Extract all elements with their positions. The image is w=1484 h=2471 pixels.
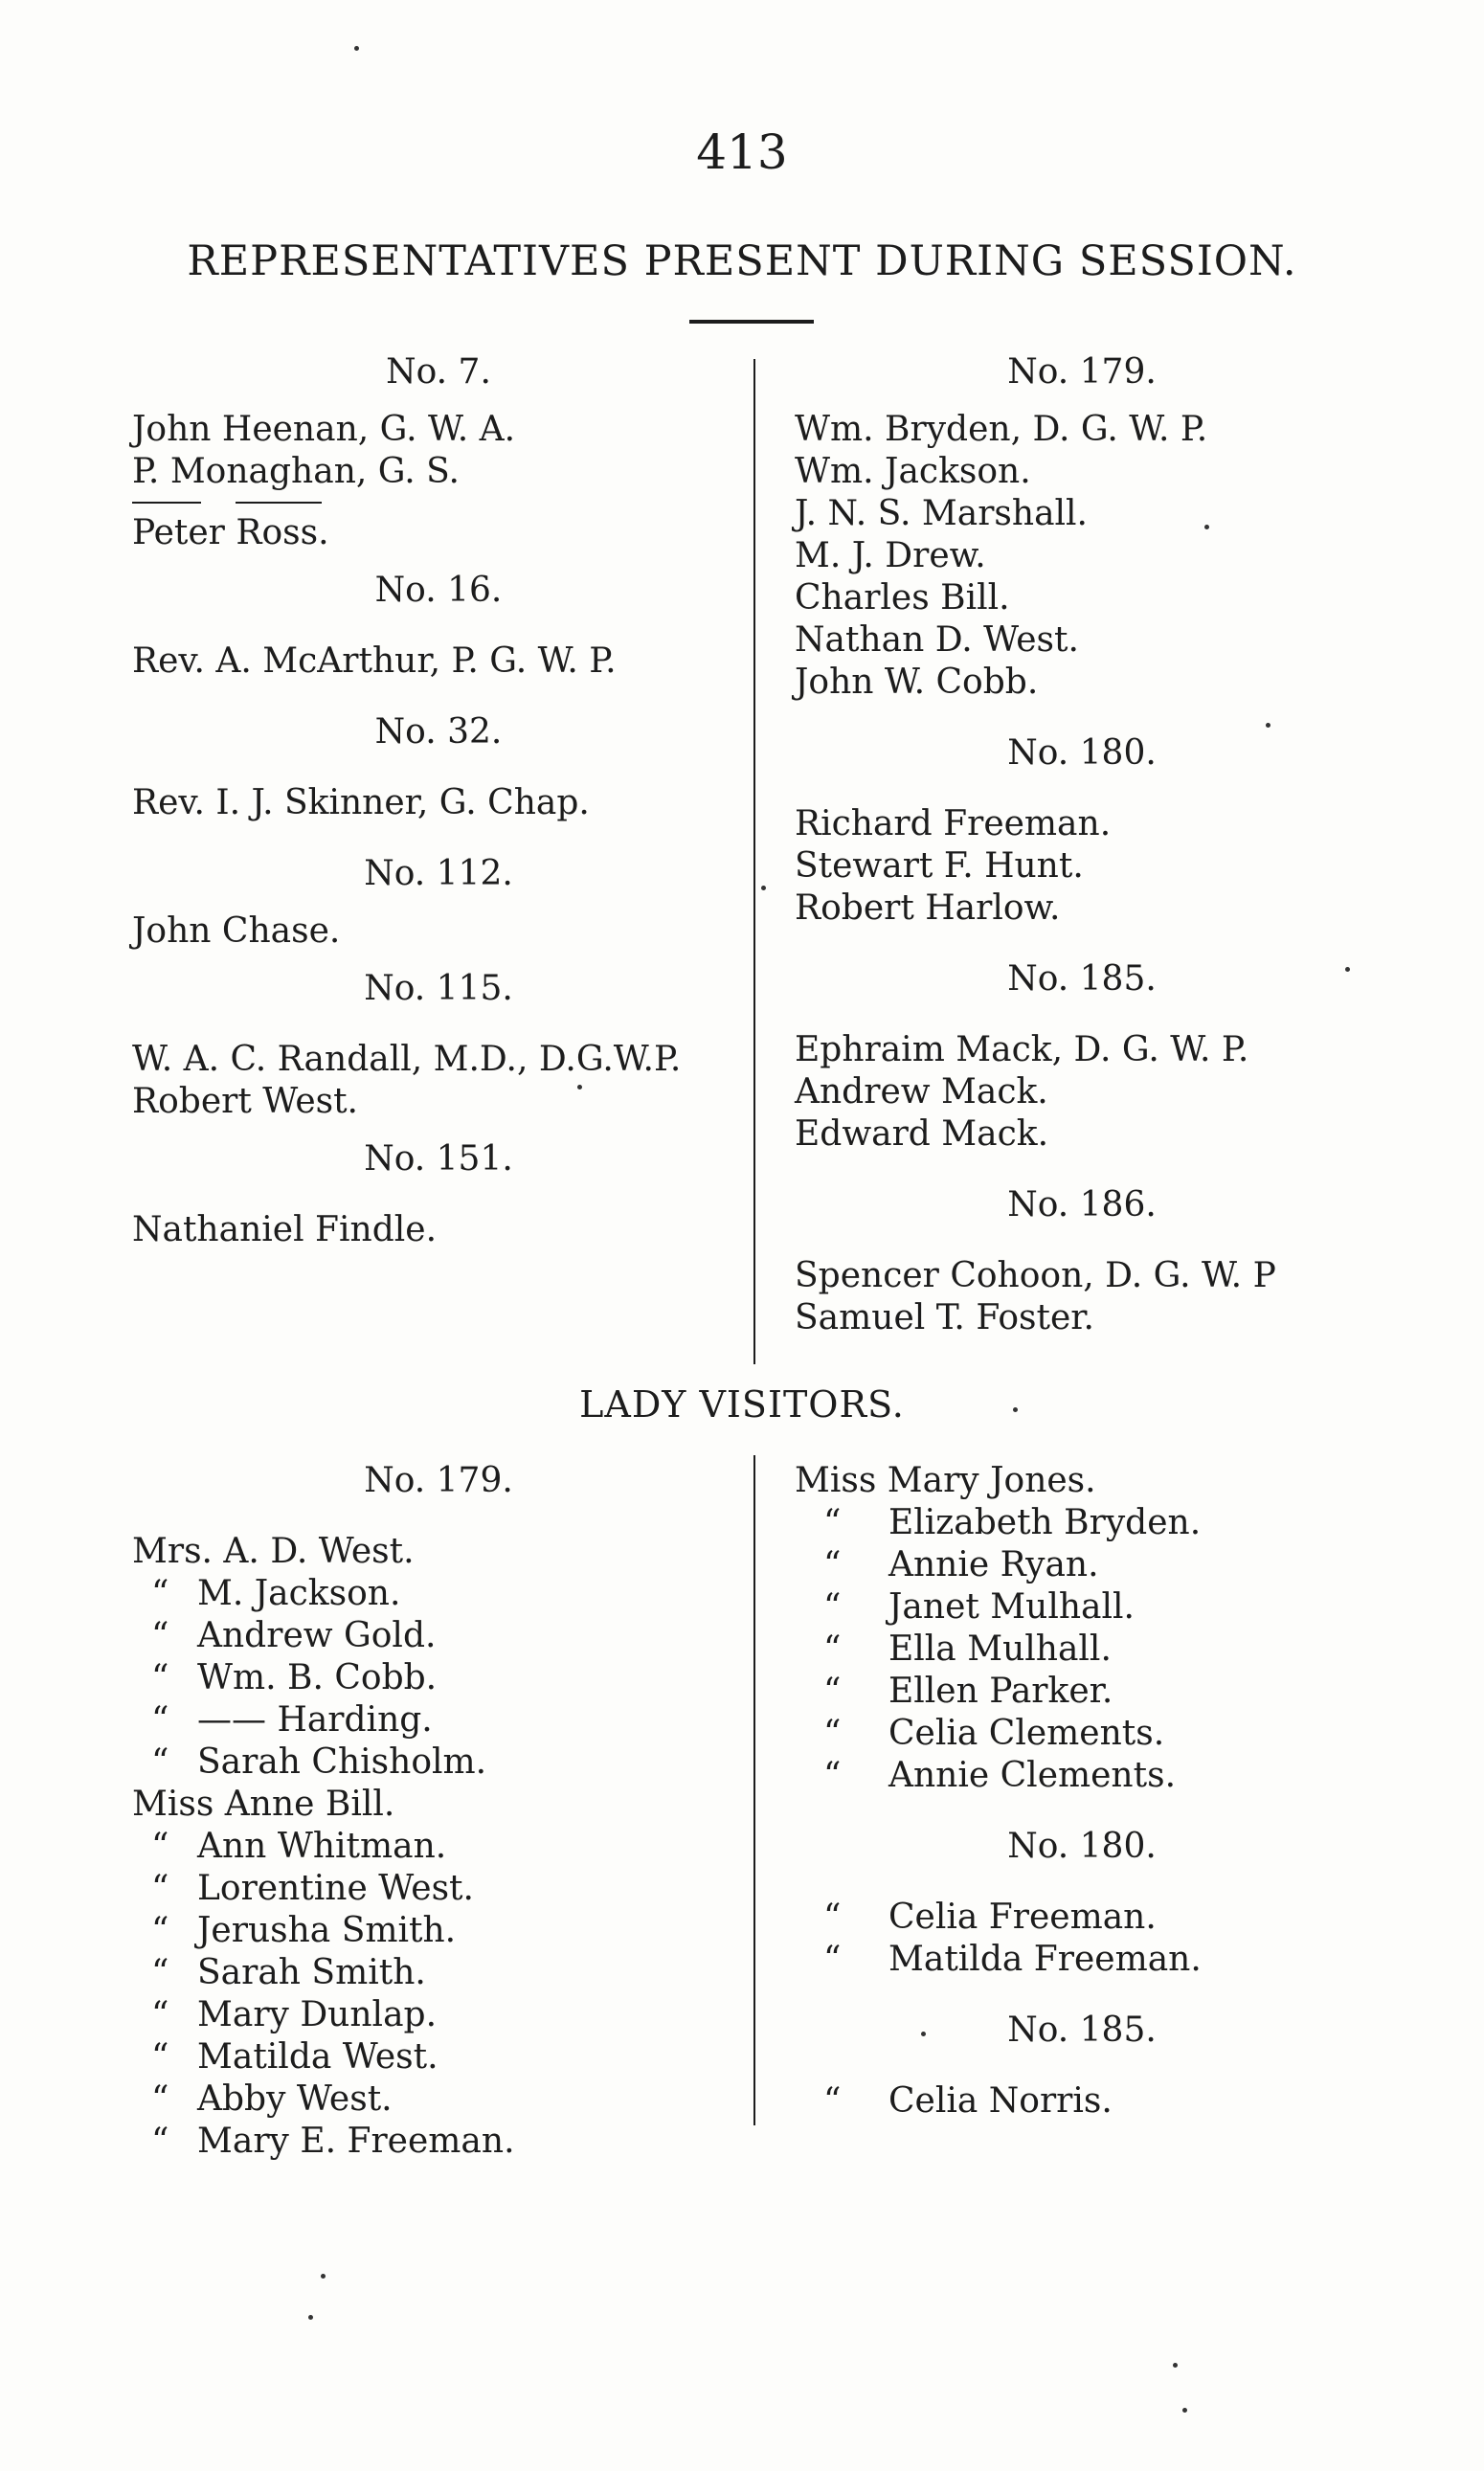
scan-speck — [1173, 2363, 1178, 2368]
member-entry: J. N. S. Marshall. — [795, 494, 1088, 533]
member-entry: Richard Freeman. — [795, 804, 1112, 843]
section-title-lady-visitors: LADY VISITORS. — [579, 1383, 905, 1426]
visitor-name: Ella Mulhall. — [888, 1629, 1112, 1669]
lodge-heading: No. 151. — [364, 1139, 513, 1179]
scan-speck — [354, 46, 359, 51]
visitor-name: Sarah Chisholm. — [197, 1742, 487, 1782]
representatives-right-column — [795, 351, 1369, 1339]
ditto-mark: “ — [151, 1574, 169, 1613]
visitor-entry — [132, 1615, 745, 1657]
lodge-heading: No. 32. — [374, 712, 503, 752]
member-entry: Wm. Bryden, D. G. W. P. — [795, 410, 1208, 449]
scan-speck — [577, 1085, 582, 1089]
visitor-name: Celia Clements. — [888, 1714, 1165, 1753]
visitor-name: M. Jackson. — [197, 1574, 401, 1613]
member-entry: John Heenan, G. W. A. — [132, 410, 516, 449]
visitor-entry — [132, 1741, 745, 1784]
lodge-heading: No. 179. — [1007, 352, 1157, 392]
member-entry: M. J. Drew. — [795, 536, 986, 575]
visitor-entry — [132, 1994, 745, 2036]
visitor-entry — [132, 1699, 745, 1741]
visitor-name: Ellen Parker. — [888, 1672, 1113, 1711]
scan-speck — [1266, 723, 1270, 728]
visitor-name: Annie Clements. — [888, 1756, 1177, 1795]
ditto-mark: “ — [151, 2122, 169, 2161]
visitor-name: Jerusha Smith. — [197, 1911, 457, 1950]
visitor-entry — [132, 1952, 745, 1994]
visitor-entry — [795, 1755, 1369, 1797]
member-entry: Nathaniel Findle. — [132, 1210, 438, 1249]
ditto-mark: “ — [151, 2079, 169, 2119]
ditto-mark: “ — [151, 1827, 169, 1866]
visitor-entry: Mrs. A. D. West. — [132, 1532, 415, 1571]
visitor-entry: Miss Mary Jones. — [795, 1461, 1096, 1500]
member-entry: Spencer Cohoon, D. G. W. P — [795, 1256, 1276, 1295]
visitor-entry — [795, 1544, 1369, 1586]
ditto-mark: “ — [151, 1911, 169, 1950]
member-entry: P. Monaghan, G. S. — [132, 452, 460, 491]
visitor-name: Sarah Smith. — [197, 1953, 426, 1992]
member-entry: Stewart F. Hunt. — [795, 846, 1084, 886]
visitor-name: Matilda West. — [197, 2037, 438, 2077]
ditto-mark: “ — [823, 1545, 842, 1584]
visitor-name: —— Harding. — [197, 1700, 433, 1740]
lady-visitors-left-column — [132, 1460, 745, 2163]
visitor-name: Elizabeth Bryden. — [888, 1503, 1202, 1542]
member-entry: Nathan D. West. — [795, 620, 1079, 660]
ditto-mark: “ — [823, 1672, 842, 1711]
ditto-mark: “ — [823, 2081, 842, 2121]
visitor-name: Mary E. Freeman. — [197, 2122, 515, 2161]
visitor-name: Lorentine West. — [197, 1869, 474, 1908]
visitor-entry: Miss Anne Bill. — [132, 1785, 395, 1824]
member-entry: John Chase. — [132, 911, 341, 951]
scan-speck — [308, 2315, 313, 2320]
member-entry: Edward Mack. — [795, 1114, 1049, 1154]
visitor-entry — [795, 1713, 1369, 1755]
visitor-entry — [132, 1910, 745, 1952]
visitor-entry — [132, 1657, 745, 1699]
page-number: 413 — [696, 124, 788, 180]
member-entry: Andrew Mack. — [795, 1072, 1048, 1112]
ditto-mark: “ — [823, 1714, 842, 1753]
visitor-name: Celia Freeman. — [888, 1898, 1157, 1937]
ditto-mark: “ — [151, 1953, 169, 1992]
visitor-entry — [795, 1939, 1369, 1981]
representatives-left-column — [132, 351, 745, 1251]
member-entry: Rev. I. J. Skinner, G. Chap. — [132, 783, 590, 822]
member-entry: Ephraim Mack, D. G. W. P. — [795, 1030, 1249, 1069]
visitor-entry — [132, 2078, 745, 2121]
visitor-name: Annie Ryan. — [888, 1545, 1099, 1584]
ditto-mark: “ — [823, 1503, 842, 1542]
visitor-name: Wm. B. Cobb. — [197, 1658, 438, 1697]
visitor-entry — [795, 1502, 1369, 1544]
page-title: REPRESENTATIVES PRESENT DURING SESSION. — [187, 237, 1297, 285]
member-entry: Rev. A. McArthur, P. G. W. P. — [132, 641, 617, 681]
member-entry: Robert West. — [132, 1082, 359, 1121]
visitor-entry — [132, 2121, 745, 2163]
lodge-heading: No. 185. — [1007, 959, 1157, 999]
lodge-heading: No. 112. — [364, 854, 513, 893]
visitor-entry — [795, 1671, 1369, 1713]
ditto-mark: “ — [151, 1658, 169, 1697]
ditto-mark: “ — [151, 1995, 169, 2034]
member-entry: W. A. C. Randall, M.D., D.G.W.P. — [132, 1040, 682, 1079]
lodge-heading: No. 7. — [386, 352, 491, 392]
column-divider — [753, 1455, 755, 2125]
visitor-entry — [132, 1826, 745, 1868]
visitor-name: Mary Dunlap. — [197, 1995, 438, 2034]
visitor-entry — [795, 2080, 1369, 2123]
scan-speck — [761, 886, 766, 890]
visitor-name: Matilda Freeman. — [888, 1940, 1202, 1979]
member-entry: Robert Harlow. — [795, 888, 1061, 928]
scan-speck — [1013, 1407, 1018, 1412]
visitor-entry — [132, 1868, 745, 1910]
separator-dashes — [132, 493, 745, 512]
ditto-mark: “ — [823, 1587, 842, 1627]
scan-speck — [1182, 2408, 1187, 2413]
scan-speck — [921, 2032, 926, 2036]
member-entry: Charles Bill. — [795, 578, 1010, 618]
ditto-mark: “ — [823, 1940, 842, 1979]
ditto-mark: “ — [151, 1700, 169, 1740]
member-entry: Wm. Jackson. — [795, 452, 1031, 491]
visitor-name: Abby West. — [197, 2079, 393, 2119]
member-entry: Samuel T. Foster. — [795, 1298, 1094, 1337]
ditto-mark: “ — [151, 1869, 169, 1908]
ditto-mark: “ — [823, 1898, 842, 1937]
visitor-entry — [795, 1586, 1369, 1629]
lodge-heading: No. 180. — [1007, 1827, 1157, 1866]
lodge-heading: No. 185. — [1007, 2010, 1157, 2050]
ditto-mark: “ — [823, 1756, 842, 1795]
column-divider — [753, 359, 755, 1364]
lady-visitors-right-column — [795, 1460, 1369, 2123]
lodge-heading: No. 179. — [364, 1461, 513, 1500]
visitor-entry — [132, 1573, 745, 1615]
visitor-entry — [132, 2036, 745, 2078]
scan-speck — [1204, 525, 1209, 529]
title-rule — [689, 320, 814, 324]
ditto-mark: “ — [151, 1742, 169, 1782]
ditto-mark: “ — [151, 2037, 169, 2077]
lodge-heading: No. 115. — [364, 969, 513, 1008]
ditto-mark: “ — [823, 1629, 842, 1669]
visitor-entry — [795, 1629, 1369, 1671]
lodge-heading: No. 16. — [374, 571, 503, 610]
visitor-name: Celia Norris. — [888, 2081, 1113, 2121]
visitor-name: Ann Whitman. — [197, 1827, 447, 1866]
visitor-name: Janet Mulhall. — [888, 1587, 1135, 1627]
member-entry: John W. Cobb. — [795, 663, 1039, 702]
lodge-heading: No. 186. — [1007, 1185, 1157, 1224]
lodge-heading: No. 180. — [1007, 733, 1157, 773]
scan-speck — [321, 2274, 326, 2279]
scan-speck — [1345, 967, 1350, 972]
visitor-entry — [795, 1897, 1369, 1939]
visitor-name: Andrew Gold. — [197, 1616, 437, 1655]
ditto-mark: “ — [151, 1616, 169, 1655]
member-entry: Peter Ross. — [132, 513, 329, 552]
